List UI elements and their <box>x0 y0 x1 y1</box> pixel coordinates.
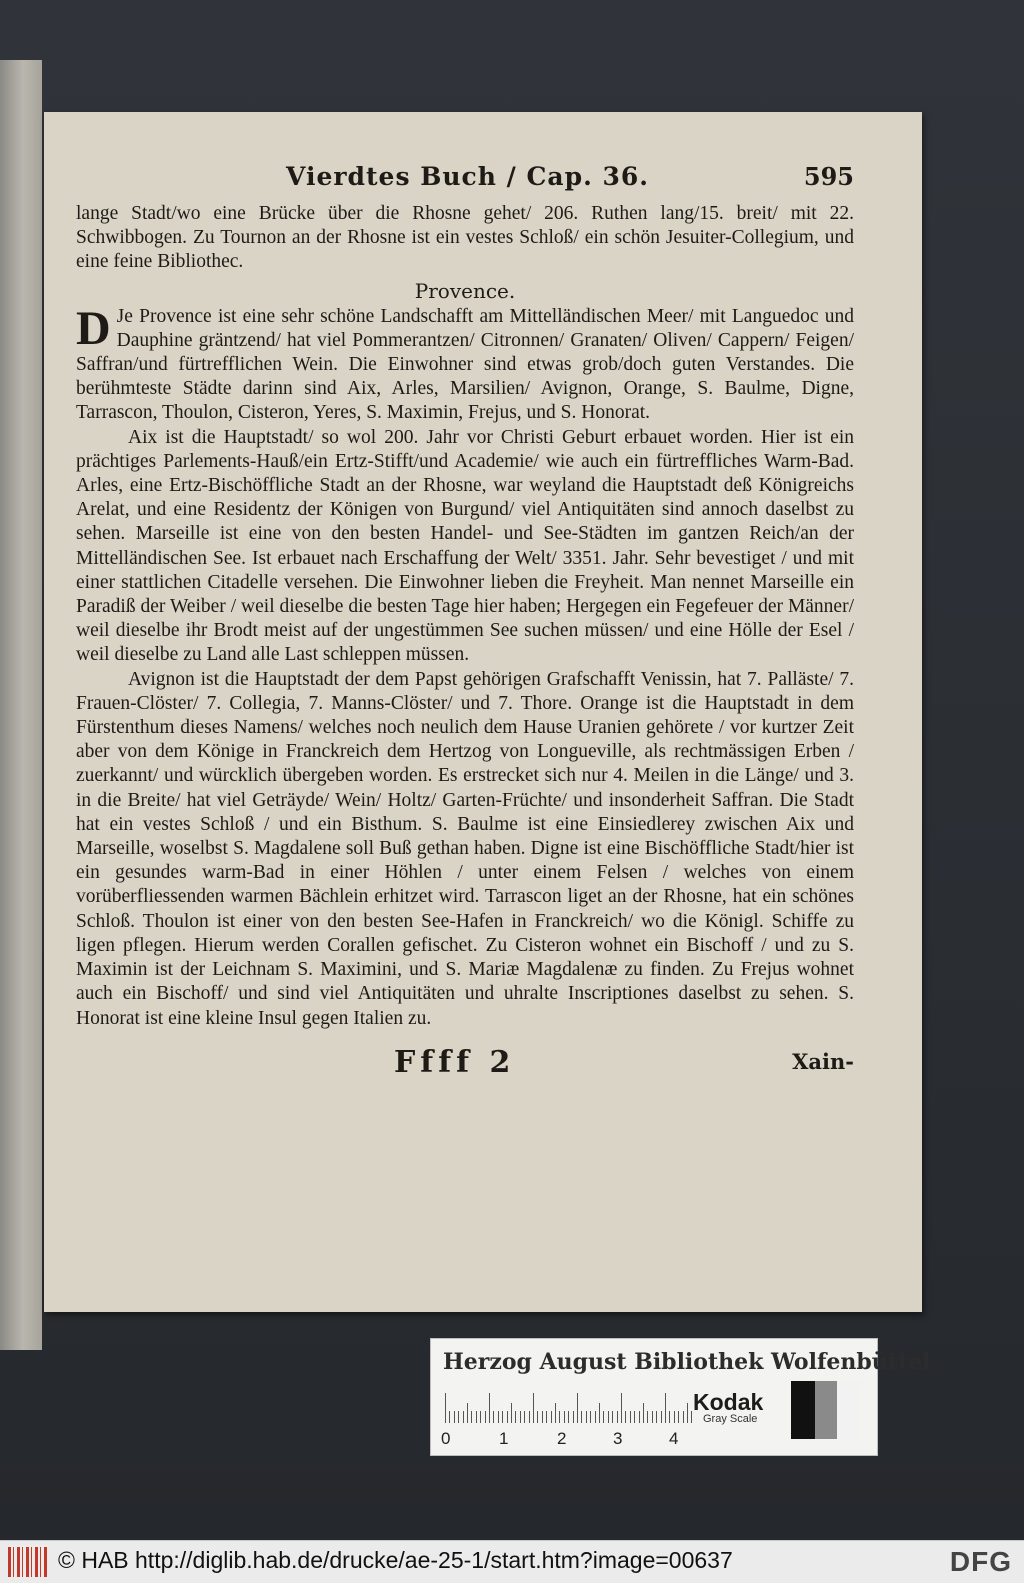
ruler <box>445 1393 693 1423</box>
ruler-tick <box>599 1403 600 1423</box>
ruler-tick <box>661 1411 662 1423</box>
ruler-tick <box>524 1411 525 1423</box>
ruler-tick <box>630 1411 631 1423</box>
ruler-tick <box>546 1411 547 1423</box>
ruler-tick <box>489 1393 490 1423</box>
ruler-tick <box>564 1411 565 1423</box>
ruler-tick <box>445 1393 446 1423</box>
ruler-tick <box>656 1411 657 1423</box>
section-heading: Provence. <box>414 278 516 303</box>
ruler-tick <box>454 1411 455 1423</box>
swatch-gray <box>815 1381 837 1439</box>
page-content <box>76 162 854 1081</box>
ruler-tick <box>595 1411 596 1423</box>
ruler-tick <box>485 1411 486 1423</box>
ruler-tick <box>647 1411 648 1423</box>
ruler-tick <box>603 1411 604 1423</box>
gray-scale-label: Gray Scale <box>703 1413 758 1425</box>
ruler-tick <box>559 1411 560 1423</box>
ruler-tick <box>612 1411 613 1423</box>
ruler-tick <box>669 1411 670 1423</box>
ruler-tick <box>467 1403 468 1423</box>
ruler-tick <box>537 1411 538 1423</box>
ruler-tick <box>511 1403 512 1423</box>
ruler-tick <box>674 1411 675 1423</box>
previous-page-edge <box>0 60 42 1350</box>
swatch-black <box>791 1381 815 1439</box>
ruler-tick <box>542 1411 543 1423</box>
paragraph-2-text: Je Provence ist eine sehr schöne Landschafft am Mittelländischen Meer/ mit Languedoc und Dauphine gräntzend/ hat viel Pommerantzen/ Citronnen/ Granaten/ Oliven/ Cappern/ Feigen/ Saffran/und fürtrefflichen Wein. Die Einwohner sind etwas grob/doch guten Verstandes. Die berühmteste Städte darinn sind Aix, Arles, Marsilien/ Avignon, Orange, S. Baulme, Digne, Tarrascon, Thoulon, Cisteron, Yeres, S. Maximin, Frejus, und S. Honorat. <box>76 305 854 424</box>
kodak-logo: Kodak <box>693 1389 764 1415</box>
paragraph-4: Avignon ist die Hauptstadt der dem Papst gehörigen Grafschafft Venissin, hat 7. Palläste/ 7. Frauen-Clöster/ 7. Collegia, 7. Manns-Clöster/ und 7. Thore. Orange ist die Hauptstadt in dem Fürstenthum dieses Namens/ welches noch neulich dem Hause Uranien gehörete / vor kurtzer Zeit aber von dem Könige in Franckreich dem Hertzog von Longueville, als rechtmässigen Erben / zuerkannt/ und würcklich übergeben worden. Es erstrecket sich nur 4. Meilen in die Länge/ und 3. in die Breite/ hat viel Geträyde/ Wein/ Holtz/ Garten-Früchte/ und insonderheit Saffran. Die Stadt hat ein vestes Schloß / und ein Bisthum. S. Baulme ist eine Einsiedlerey zwischen Aix und Marseille, woselbst S. Magdalene soll Buß gethan haben. Digne ist eine Bischöffliche Stadt/hier ist ein gesundes warm-Bad in einer Höhlen / unter einem Felsen / welches von einem vorüberfliessenden warmen Bächlein erhitzet wird. Tarrascon liget an der Rhosne, hat ein schönes Schloß. Thoulon ist einer von den besten See-Hafen in Franckreich/ wo die Königl. Schiffe zu ligen pflegen. Hierum werden Corallen gefischet. Zu Cisteron wohnet ein Bischoff / und zu S. Maximin ist der Leichnam S. Maximini, und S. Mariæ Magdalenæ zu finden. Zu Frejus wohnet auch ein Bischoff/ und sind viel Antiquitäten und uhralte Inscriptiones daselbst zu sehen. S. Honorat ist eine kleine Insul gegen Italien zu. <box>76 668 854 1029</box>
ruler-tick <box>678 1411 679 1423</box>
paragraph-2 <box>76 301 854 426</box>
ruler-tick <box>625 1411 626 1423</box>
ruler-numbers <box>439 1429 699 1449</box>
barcode-icon <box>8 1547 48 1577</box>
ruler-tick <box>581 1411 582 1423</box>
running-title: Vierdtes Buch / Cap. 36. <box>286 162 649 191</box>
ruler-tick <box>568 1411 569 1423</box>
page-footer <box>76 1037 854 1081</box>
ruler-tick <box>621 1393 622 1423</box>
ruler-tick <box>471 1411 472 1423</box>
ruler-tick <box>555 1403 556 1423</box>
ruler-tick <box>463 1411 464 1423</box>
ruler-tick <box>520 1411 521 1423</box>
ruler-number: 3 <box>613 1429 623 1448</box>
ruler-tick <box>507 1411 508 1423</box>
ruler-tick <box>498 1411 499 1423</box>
ruler-number: 1 <box>499 1429 509 1448</box>
ruler-tick <box>608 1411 609 1423</box>
body-text <box>76 202 854 1031</box>
ruler-tick <box>590 1411 591 1423</box>
ruler-tick <box>551 1411 552 1423</box>
page-number: 595 <box>803 162 854 191</box>
ruler-tick <box>573 1411 574 1423</box>
viewer-footer <box>0 1540 1024 1583</box>
signature-mark: Ffff 2 <box>394 1044 516 1080</box>
ruler-tick <box>577 1393 578 1423</box>
ruler-tick <box>652 1411 653 1423</box>
ruler-number: 4 <box>669 1429 679 1448</box>
ruler-number: 0 <box>441 1429 451 1448</box>
ruler-tick <box>687 1403 688 1423</box>
drop-capital: D <box>76 301 111 355</box>
catchword: Xain- <box>792 1048 854 1074</box>
swatch-white <box>837 1381 861 1439</box>
copyright-link[interactable]: © HAB http://diglib.hab.de/drucke/ae-25-1/start.htm?image=00637 <box>58 1547 733 1573</box>
color-target-card <box>430 1338 931 1456</box>
paragraph-1: lange Stadt/wo eine Brücke über die Rhosne gehet/ 206. Ruthen lang/15. breit/ mit 22. Schwibbogen. Zu Tournon an der Rhosne ist ein vestes Schloß/ ein schön Jesuiter-Collegium, und eine feine Bibliothec. <box>76 203 854 273</box>
book-page <box>44 112 922 1312</box>
ruler-tick <box>476 1411 477 1423</box>
dfg-logo: DFG <box>949 1546 1012 1577</box>
ruler-tick <box>643 1403 644 1423</box>
ruler-tick <box>515 1411 516 1423</box>
ruler-tick <box>665 1393 666 1423</box>
ruler-tick <box>586 1411 587 1423</box>
ruler-tick <box>529 1411 530 1423</box>
ruler-tick <box>533 1393 534 1423</box>
ruler-tick <box>617 1411 618 1423</box>
ruler-tick <box>634 1411 635 1423</box>
running-head <box>76 162 854 202</box>
ruler-tick <box>683 1411 684 1423</box>
ruler-number: 2 <box>557 1429 567 1448</box>
ruler-tick <box>458 1411 459 1423</box>
paragraph-3: Aix ist die Hauptstadt/ so wol 200. Jahr vor Christi Geburt erbauet worden. Hier ist ein prächtiges Parlements-Hauß/ein Ertz-Stifft/und Academie/ wie auch ein fürtreffliches Warm-Bad. Arles, eine Ertz-Bischöffliche Stadt an der Rhosne, war weyland die Hauptstadt deß Königreichs Arelat, und eine Residentz der Königen von Burgund/ viel Antiquitäten sind annoch daselbst zu sehen. Marseille ist eine von den besten Handel- und See-Städten im gantzen Reich/an der Mittelländischen See. Ist erbauet nach Erschaffung der Welt/ 3351. Jahr. Sehr bevestiget / und mit einer stattlichen Citadelle versehen. Die Einwohner lieben die Freyheit. Man nennet Marseille ein Paradiß der Weiber / weil dieselbe die besten Tage hier haben; Hergegen ein Fegefeuer der Männer/ weil dieselbe ihr Brodt meist auf der ungestümmen See suchen müssen/ und eine Hölle der Esel / weil dieselbe zu Land alle Last schleppen müssen. <box>76 426 854 666</box>
ruler-tick <box>493 1411 494 1423</box>
library-name: Herzog August Bibliothek Wolfenbüttel <box>443 1349 931 1375</box>
ruler-tick <box>480 1411 481 1423</box>
ruler-tick <box>639 1411 640 1423</box>
ruler-tick <box>502 1411 503 1423</box>
ruler-tick <box>449 1411 450 1423</box>
